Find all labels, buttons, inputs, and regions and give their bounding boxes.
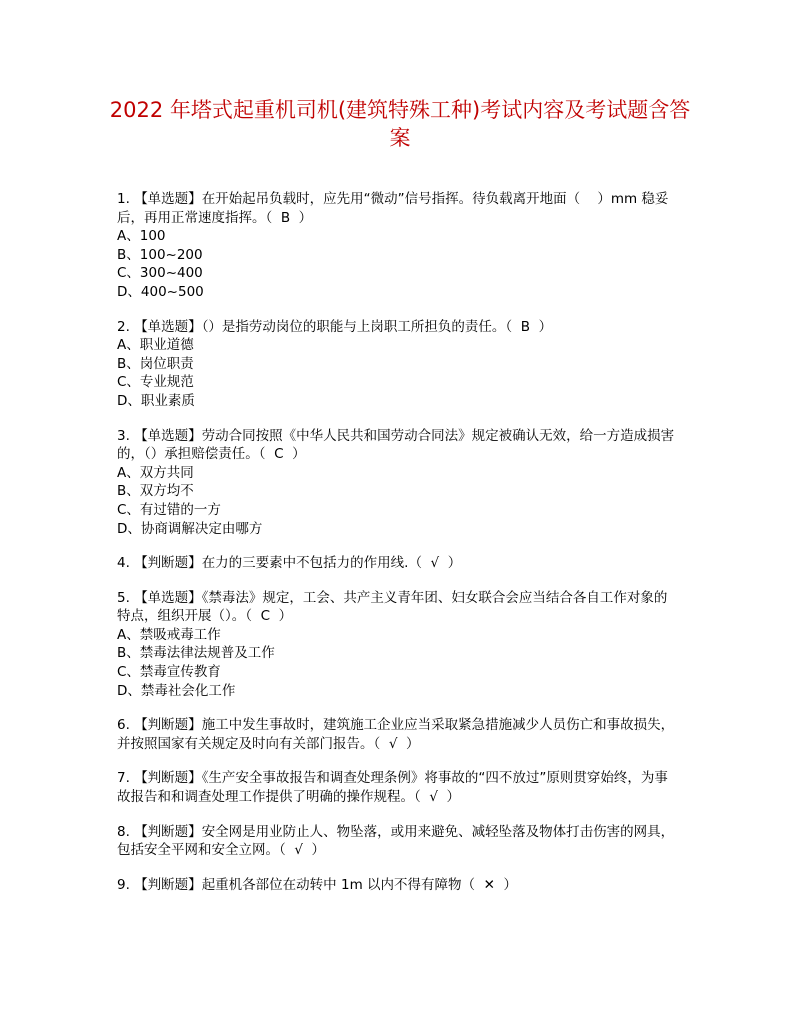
question-number: 2. [117, 318, 130, 335]
option-c: C、禁毒宣传教育 [117, 664, 221, 681]
option-c: C、专业规范 [117, 374, 194, 391]
question-text: 施工中发生事故时，建筑施工企业应当采取紧急措施减少人员伤亡和事故损失，并按照国家有关规定及时向有关部门报告。（ √ ） [117, 717, 675, 752]
question-text: 在力的三要素中不包括力的作用线.（ √ ） [201, 555, 462, 572]
question-type: 【判断题】 [134, 717, 202, 734]
option-c: C、有过错的一方 [117, 501, 221, 518]
question-number: 6. [117, 717, 130, 734]
option-d: D、职业素质 [117, 392, 195, 409]
question-item [117, 427, 677, 539]
question-item [117, 318, 677, 411]
question-type: 【判断题】 [134, 823, 202, 840]
question-type: 【判断题】 [134, 555, 202, 572]
question-stem [117, 190, 677, 227]
option-b: B、100~200 [117, 246, 203, 263]
option-c: C、300~400 [117, 265, 203, 282]
question-text: 《生产安全事故报告和调查处理条例》将事故的“四不放过”原则贯穿始终，为事故报告和和调查处理工作提供了明确的操作规程。（ √ ） [117, 770, 668, 806]
question-list [117, 190, 677, 910]
option-b: B、禁毒法律法规普及工作 [117, 645, 275, 662]
question-item [117, 716, 677, 753]
question-stem [117, 823, 677, 860]
question-number: 9. [117, 876, 130, 893]
question-stem [117, 716, 677, 753]
question-item [117, 876, 677, 895]
question-text: 起重机各部位在动转中 1m 以内不得有障物（ ✕ ） [201, 876, 517, 893]
question-stem [117, 427, 677, 464]
question-type: 【单选题】 [134, 589, 202, 606]
question-type: 【单选题】 [134, 427, 202, 444]
question-text: 劳动合同按照《中华人民共和国劳动合同法》规定被确认无效，给一方造成损害的，（）承担赔偿责任。（ C ） [117, 427, 675, 463]
question-number: 1. [117, 191, 130, 207]
question-item [117, 589, 677, 701]
question-item [117, 190, 677, 302]
question-type: 【单选题】 [134, 318, 202, 335]
question-stem [117, 876, 677, 895]
question-number: 8. [117, 823, 130, 840]
question-item [117, 769, 677, 806]
question-stem [117, 554, 677, 573]
option-a: A、双方共同 [117, 464, 194, 481]
question-text: 安全网是用业防止人、物坠落，或用来避免、减轻坠落及物体打击伤害的网具，包括安全平网和安全立网。（ √ ） [117, 823, 675, 859]
question-text: （）是指劳动岗位的职能与上岗职工所担负的责任。（ B ） [201, 318, 553, 335]
question-type: 【单选题】 [134, 191, 202, 207]
question-stem [117, 589, 677, 626]
option-a: A、职业道德 [117, 337, 194, 354]
option-b: B、岗位职责 [117, 355, 194, 372]
option-a: A、禁吸戒毒工作 [117, 626, 221, 643]
option-a: A、100 [117, 228, 166, 245]
question-text: 在开始起吊负载时，应先用“微动”信号指挥。待负载离开地面（ ）mm 稳妥后，再用正常速度指挥。（ B ） [117, 191, 669, 226]
question-stem [117, 318, 677, 337]
page-title: 2022 年塔式起重机司机(建筑特殊工种)考试内容及考试题含答案 [109, 98, 691, 150]
question-item [117, 823, 677, 860]
question-stem [117, 769, 677, 806]
question-number: 4. [117, 555, 130, 572]
question-text: 《禁毒法》规定，工会、共产主义青年团、妇女联合会应当结合各自工作对象的特点，组织开展（）。（ C ） [117, 589, 668, 625]
option-d: D、协商调解决定由哪方 [117, 520, 263, 537]
question-number: 3. [117, 427, 130, 444]
question-item [117, 554, 677, 573]
option-d: D、400~500 [117, 283, 204, 300]
question-number: 7. [117, 770, 130, 787]
option-b: B、双方均不 [117, 483, 194, 500]
question-type: 【判断题】 [134, 876, 202, 893]
option-d: D、禁毒社会化工作 [117, 682, 236, 699]
question-number: 5. [117, 589, 130, 606]
question-type: 【判断题】 [134, 770, 202, 787]
